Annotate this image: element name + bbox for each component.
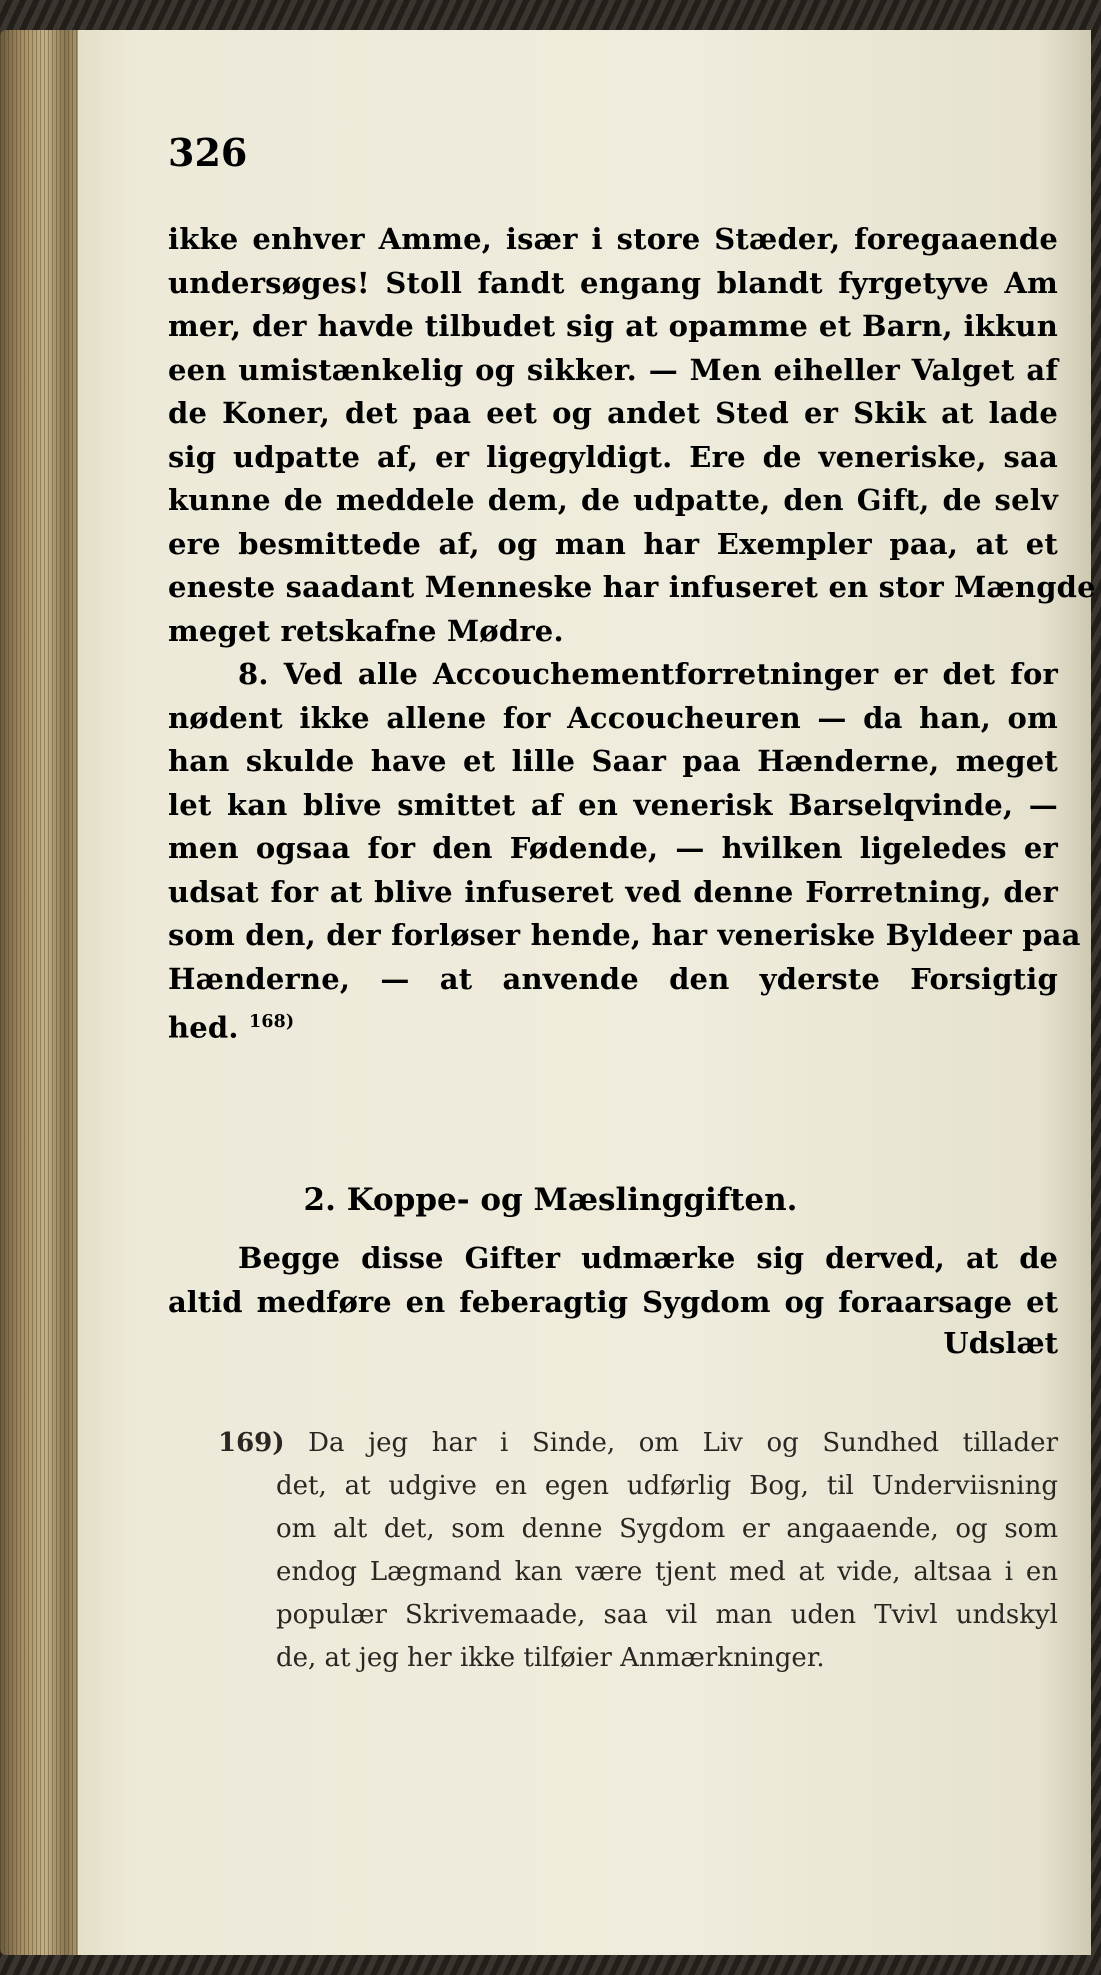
text-line-content: hed. [168,1010,239,1045]
main-text [168,218,1096,1050]
page-edge [0,30,82,1955]
text-line: 8. Ved alle Accouchementforretninger er det for [238,657,1058,691]
footnote-line: om alt det, som denne Sygdom er angaaende, og som [276,1514,1058,1544]
text-line: mer, der havde tilbudet sig at opamme et Barn, ikkun [168,309,1058,343]
footnote-marker: 169) [218,1428,285,1458]
text-line: sig udpatte af, er ligegyldigt. Ere de veneriske, saa [168,439,1058,474]
text-line: een umistænkelig og sikker. — Men eiheller Valget af [168,352,1058,387]
page-number: 326 [168,130,248,175]
text-line: ere besmittede af, og man har Exempler paa, at et [168,526,1058,561]
text-line: udsat for at blive infuseret ved denne Forretning, der [168,874,1058,909]
section-heading: 2. Koppe- og Mæslinggiften. [303,1182,798,1218]
footnote-line [218,1422,1058,1465]
text-line: meget retskafne Mødre. [168,613,564,648]
text-line: ikke enhver Amme, især i store Stæder, foregaaende [168,222,1058,256]
text-line: Hænderne, — at anvende den yderste Forsigtig [168,961,1058,996]
catchword: Udslæt [943,1326,1058,1360]
text-line: Begge disse Gifter udmærke sig derved, at de [238,1241,1058,1275]
footnote-line-content: Da jeg har i Sinde, om Liv og Sundhed tillader [308,1428,1058,1458]
text-line: som den, der forløser hende, har veneriske Byldeer paa [168,918,1081,952]
text-line: de Koner, det paa eet og andet Sted er Skik at lade [168,396,1058,430]
text-line: undersøges! Stoll fandt engang blandt fyrgetyve Am [168,265,1058,300]
text-line: kunne de meddele dem, de udpatte, den Gift, de selv [168,483,1058,517]
text-line: altid medføre en feberagtig Sygdom og foraarsage et [168,1285,1058,1319]
text-line: men ogsaa for den Fødende, — hvilken ligeledes er [168,831,1058,865]
text-line: let kan blive smittet af en venerisk Barselqvinde, — [168,787,1058,822]
text-line: nødent ikke allene for Accoucheuren — da han, om [168,700,1058,735]
text-line: eneste saadant Menneske har infuseret en stor Mængde [168,570,1096,604]
text-line: han skulde have et lille Saar paa Hænderne, meget [168,744,1058,778]
footnote-line: det, at udgive en egen udførlig Bog, til Underviisning [276,1471,1058,1501]
footnote-line: de, at jeg her ikke tilføier Anmærkninger. [276,1643,825,1673]
text-line [168,1001,1058,1050]
footnote-line: populær Skrivemaade, saa vil man uden Tvivl undskyl [276,1600,1058,1630]
section-text [168,1236,1058,1324]
footnote-line: endog Lægmand kan være tjent med at vide, altsaa i en [276,1557,1058,1587]
footnote-reference: 168) [249,1012,295,1032]
footnote [218,1422,1058,1680]
